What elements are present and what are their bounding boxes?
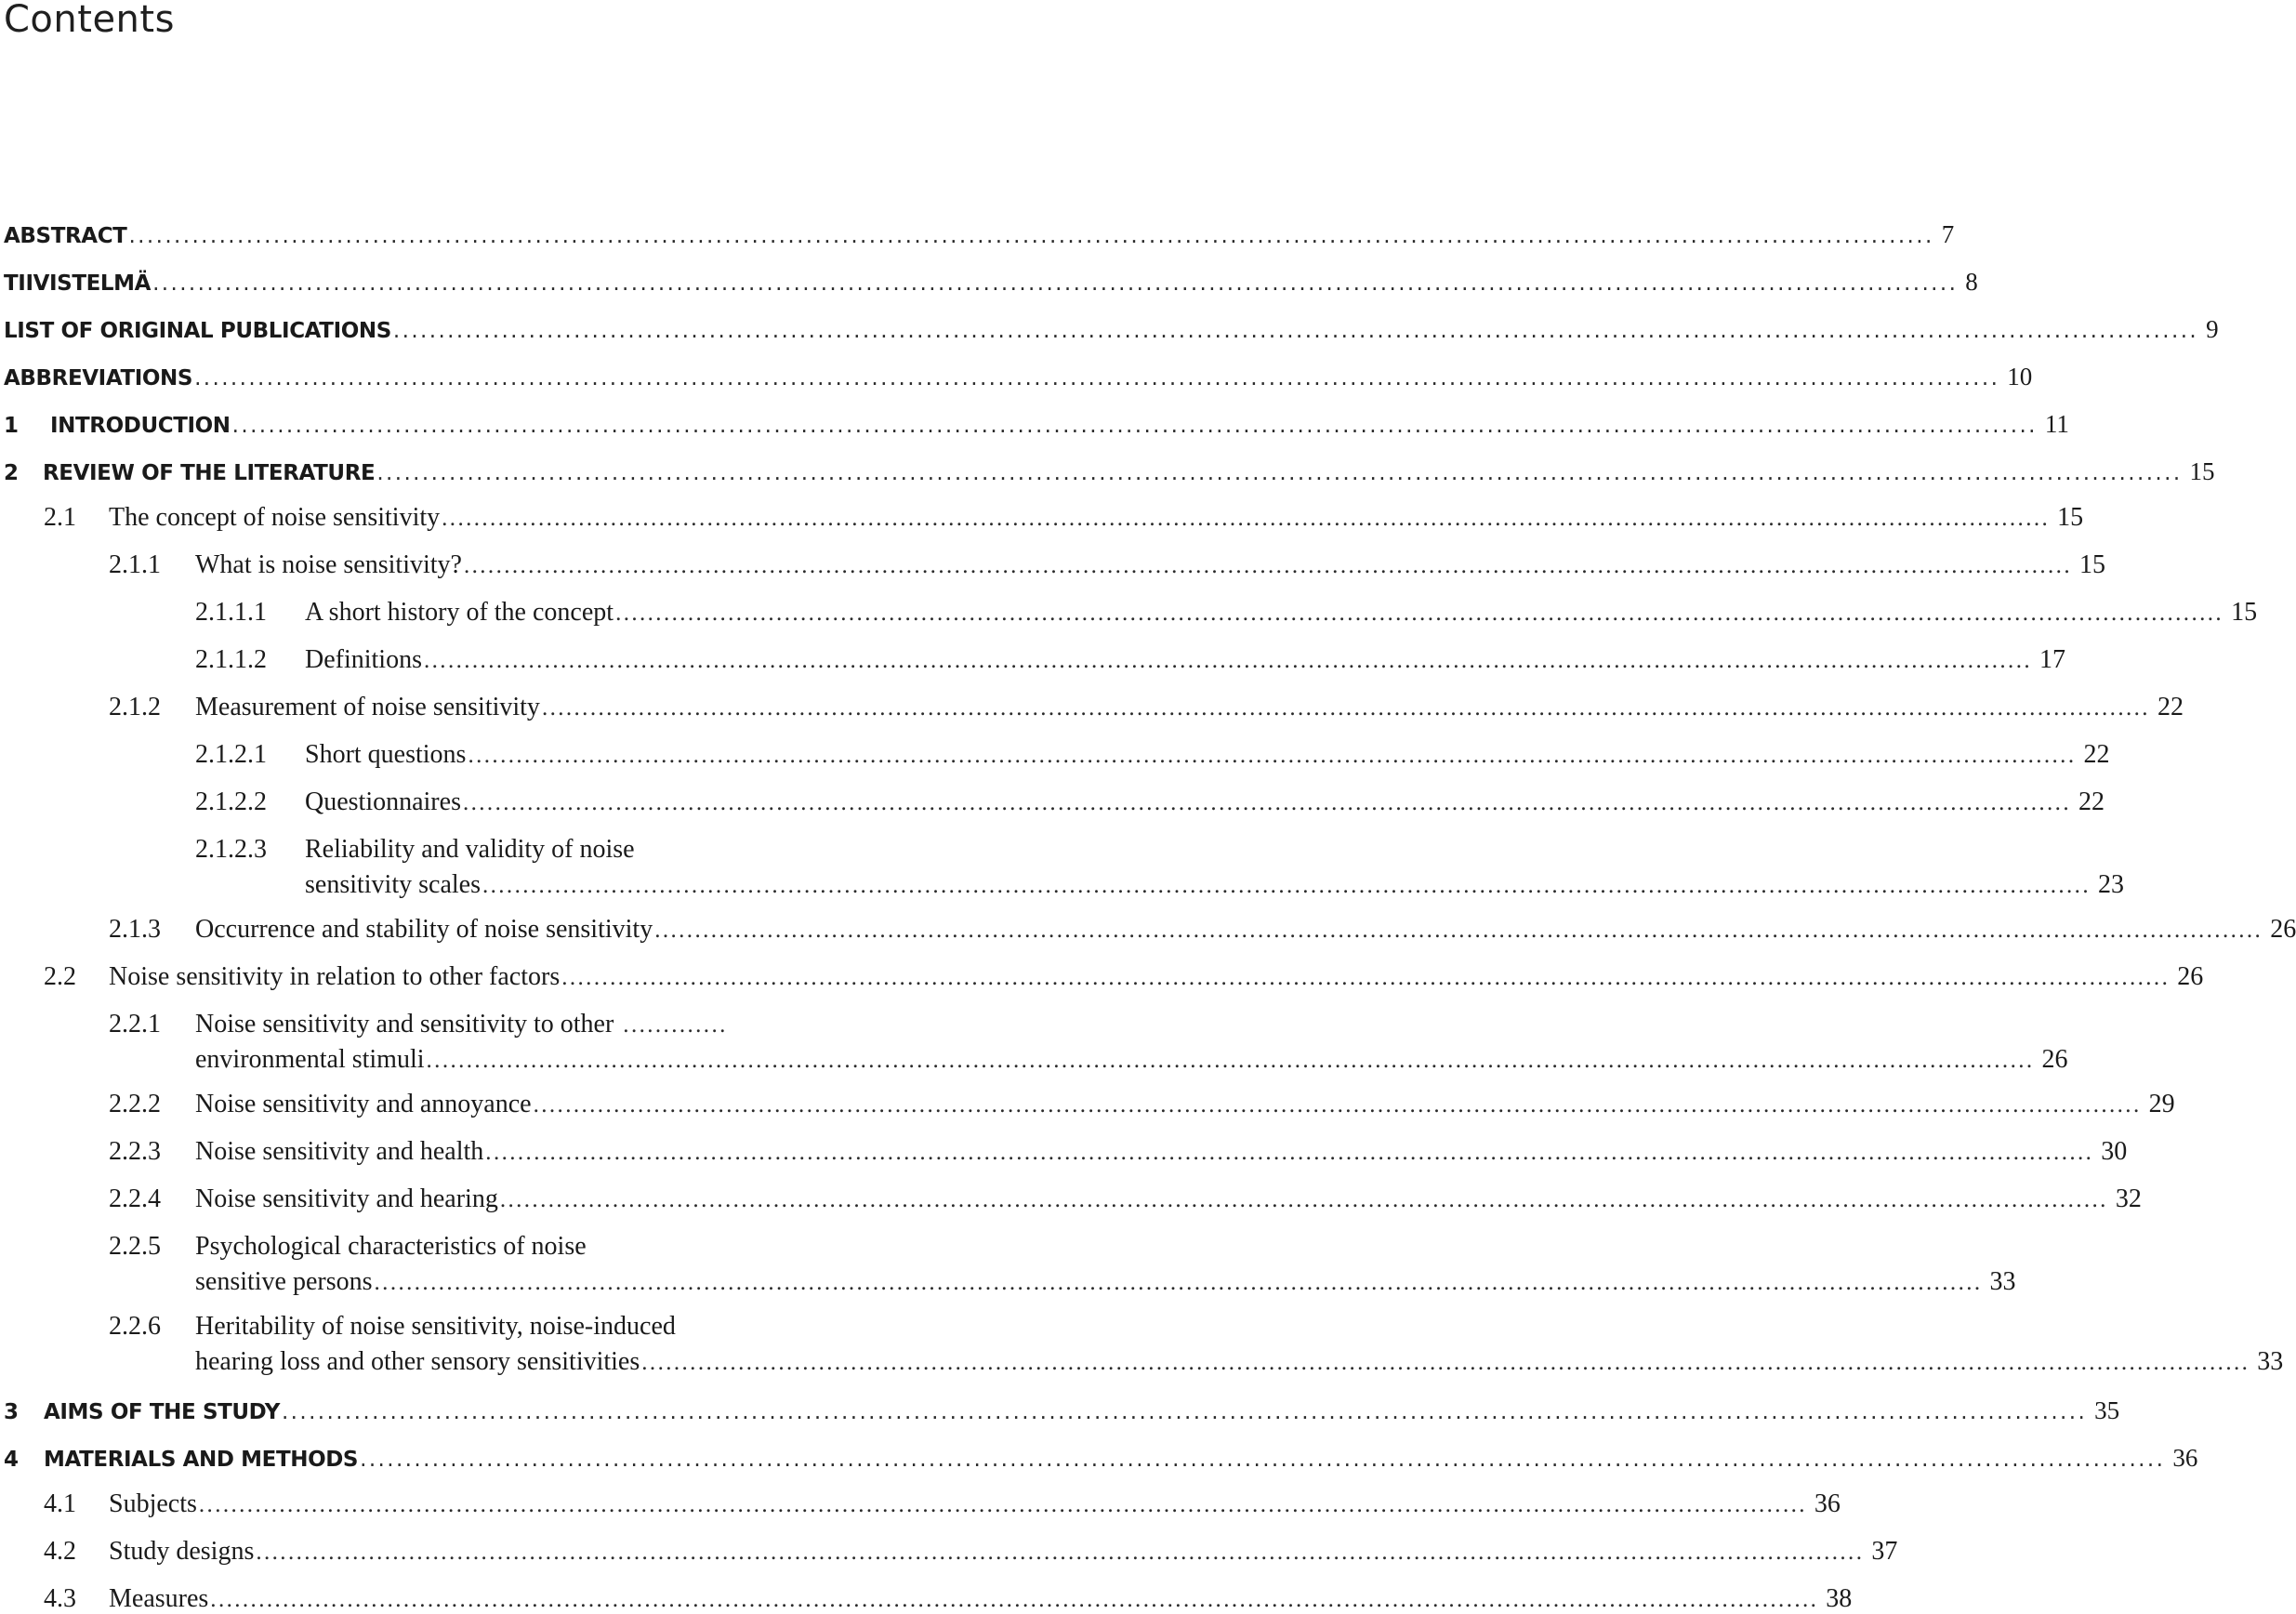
toc-entry-2-1-1-1[interactable] <box>195 598 2258 628</box>
section-number: 2.1.2.3 <box>195 835 267 864</box>
dot-leader: ........................................................................................................................................................................................................ <box>499 1187 2108 1212</box>
toc-entry-section-2[interactable] <box>4 457 2215 486</box>
toc-entry-2-1-1[interactable] <box>109 550 2105 580</box>
dot-leader: ........................................................................................................................................................................................................ <box>426 1048 2035 1073</box>
toc-page-number: 15 <box>2078 550 2105 579</box>
toc-title: Study designs <box>109 1537 255 1566</box>
toc-entry-2-1-2-2[interactable] <box>195 787 2105 817</box>
toc-entry-2-1-1-2[interactable] <box>195 645 2065 675</box>
toc-page-number: 17 <box>2039 645 2065 674</box>
dot-leader: ........................................................................................................................................................................................................ <box>210 1587 1819 1612</box>
section-number: 4.2 <box>44 1537 76 1566</box>
dot-leader: ........................................................................................................................................................................................................ <box>561 965 2171 990</box>
toc-entry-2-1-3[interactable] <box>109 915 2296 945</box>
toc-entry-2-2-3[interactable] <box>109 1137 2128 1167</box>
toc-title: The concept of noise sensitivity <box>109 503 441 532</box>
toc-title-line2: sensitivity scales <box>305 870 481 899</box>
toc-title: REVIEW OF THE LITERATURE <box>43 461 376 485</box>
toc-page-number: 26 <box>2177 962 2204 991</box>
toc-page-number: 8 <box>1965 268 1978 296</box>
toc-title: INTRODUCTION <box>50 414 231 438</box>
dot-leader: ........................................................................................................................................................................................................ <box>463 553 2072 578</box>
section-number: 2.2.6 <box>109 1312 161 1341</box>
toc-page-number: 33 <box>2257 1347 2284 1376</box>
section-number: 2.2.5 <box>109 1232 161 1261</box>
toc-title-line1: Heritability of noise sensitivity, noise-induced <box>195 1312 676 1341</box>
section-number: 2.1.1.2 <box>195 645 267 674</box>
dot-leader: ........................................................................................................................................................................................................ <box>462 790 2071 815</box>
toc-title-line1: Noise sensitivity and sensitivity to other <box>195 1010 614 1039</box>
section-number: 2.1.2.2 <box>195 787 267 816</box>
toc-title-line2: sensitive persons <box>195 1267 373 1296</box>
section-number: 2 <box>4 461 19 485</box>
toc-title: MATERIALS AND METHODS <box>44 1448 359 1472</box>
dot-leader: ........................................................................................................................................................................................................ <box>392 319 2199 343</box>
toc-title: Measurement of noise sensitivity <box>195 693 540 721</box>
dot-leader: ........................................................................................................................................................................................................ <box>424 648 2032 673</box>
toc-title: Short questions <box>305 740 467 769</box>
dot-leader: ........................................................................................................................................................................................................ <box>641 1350 2250 1375</box>
section-number: 4.1 <box>44 1489 76 1518</box>
toc-title: Occurrence and stability of noise sensitivity <box>195 915 653 944</box>
toc-title-line1: Reliability and validity of noise <box>305 835 635 864</box>
section-number: 1 <box>4 414 19 438</box>
dot-leader: ........................................................................................................................................................................................................ <box>468 743 2077 768</box>
toc-page-number: 7 <box>1941 220 1955 248</box>
toc-entry-2-2-2[interactable] <box>109 1090 2175 1119</box>
toc-entry-abstract[interactable] <box>4 220 1955 249</box>
toc-page-number: 15 <box>2057 503 2084 532</box>
toc-title: Noise sensitivity and hearing <box>195 1184 498 1213</box>
toc-page-number: 38 <box>1826 1584 1853 1613</box>
toc-title: ABBREVIATIONS <box>4 366 193 390</box>
toc-entry-original-publications[interactable] <box>4 315 2219 344</box>
dot-leader: ........................................................................................................................................................................................................ <box>256 1540 1865 1565</box>
toc-entry-section-3[interactable] <box>4 1396 2120 1425</box>
dot-leader: ........................................................................................................................................................................................................ <box>128 224 1934 248</box>
section-number: 2.2.3 <box>109 1137 161 1166</box>
toc-page-number: 15 <box>2231 598 2258 627</box>
dot-leader: ........................................................................................................................................................................................................ <box>541 695 2150 721</box>
toc-entry-2-2[interactable] <box>44 962 2204 992</box>
dot-leader: ........................................................................................................................................................................................................ <box>533 1092 2142 1118</box>
dot-leader: ........................................................................................................................................................................................................ <box>198 1492 1807 1517</box>
section-number: 2.1.2 <box>109 693 161 721</box>
toc-title: TIIVISTELMÄ <box>4 271 152 296</box>
toc-page-number: 22 <box>2078 787 2105 816</box>
toc-title: Noise sensitivity and annoyance <box>195 1090 532 1118</box>
toc-title: Subjects <box>109 1489 197 1518</box>
toc-page-number: 29 <box>2148 1090 2175 1118</box>
dot-leader: ........................................................................................................................................................................................................ <box>374 1270 1983 1295</box>
toc-page-number: 26 <box>2270 915 2296 944</box>
toc-title-line1: Psychological characteristics of noise <box>195 1232 587 1261</box>
toc-page-number: 10 <box>2007 363 2033 390</box>
dot-leader: ............. <box>623 1012 728 1038</box>
toc-title-line2: hearing loss and other sensory sensitivities <box>195 1347 640 1376</box>
dot-leader: ........................................................................................................................................................................................................ <box>194 366 2000 390</box>
toc-page-number: 35 <box>2094 1396 2120 1424</box>
dot-leader: ........................................................................................................................................................................................................ <box>376 461 2183 485</box>
dot-leader: ........................................................................................................................................................................................................ <box>615 601 2224 626</box>
section-number: 3 <box>4 1400 19 1424</box>
toc-title: Noise sensitivity and health <box>195 1137 484 1166</box>
toc-page-number: 30 <box>2101 1137 2128 1166</box>
section-number: 2.1.1.1 <box>195 598 267 627</box>
toc-page-number: 32 <box>2115 1184 2142 1213</box>
toc-title: ABSTRACT <box>4 224 127 248</box>
toc-title: Questionnaires <box>305 787 461 816</box>
toc-page-number: 15 <box>2189 457 2215 485</box>
toc-entry-2-2-5[interactable] <box>109 1232 2016 1297</box>
dot-leader: ........................................................................................................................................................................................................ <box>231 414 2038 438</box>
toc-page-number: 36 <box>2172 1444 2198 1472</box>
section-number: 2.1.3 <box>109 915 161 944</box>
toc-title: What is noise sensitivity? <box>195 550 462 579</box>
toc-entry-2-1-2-3[interactable] <box>195 835 2124 900</box>
toc-entry-2-1-2-1[interactable] <box>195 740 2110 770</box>
section-number: 2.2 <box>44 962 76 991</box>
toc-entry-abbreviations[interactable] <box>4 363 2033 391</box>
dot-leader: ........................................................................................................................................................................................................ <box>485 1140 2094 1165</box>
section-number: 4 <box>4 1448 19 1472</box>
toc-entry-section-1[interactable] <box>4 410 2069 439</box>
toc-page-number: 33 <box>1989 1267 2016 1296</box>
toc-title: A short history of the concept <box>305 598 614 627</box>
toc-entry-4-1[interactable] <box>44 1489 1841 1519</box>
section-number: 2.1.2.1 <box>195 740 267 769</box>
dot-leader: ........................................................................................................................................................................................................ <box>482 873 2091 898</box>
toc-page-number: 22 <box>2157 693 2184 721</box>
section-number: 2.1 <box>44 503 76 532</box>
section-number: 2.2.2 <box>109 1090 161 1118</box>
dot-leader: ........................................................................................................................................................................................................ <box>442 506 2051 531</box>
section-number: 4.3 <box>44 1584 76 1613</box>
toc-page-number: 22 <box>2083 740 2110 769</box>
toc-title: Definitions <box>305 645 422 674</box>
toc-entry-2-1-2[interactable] <box>109 693 2184 722</box>
section-number: 2.1.1 <box>109 550 161 579</box>
toc-entry-section-4[interactable] <box>4 1444 2198 1473</box>
toc-title: LIST OF ORIGINAL PUBLICATIONS <box>4 319 391 343</box>
dot-leader: ........................................................................................................................................................................................................ <box>654 918 2263 943</box>
dot-leader: ........................................................................................................................................................................................................ <box>281 1400 2088 1424</box>
toc-page-number: 9 <box>2206 315 2219 343</box>
toc-title: AIMS OF THE STUDY <box>44 1400 280 1424</box>
toc-page-number: 11 <box>2044 410 2069 438</box>
toc-title: Measures <box>109 1584 209 1613</box>
toc-page-number: 23 <box>2097 870 2124 899</box>
toc-page-number: 37 <box>1871 1537 1898 1566</box>
toc-entry-2-2-6[interactable] <box>109 1312 2284 1377</box>
toc-entry-2-1[interactable] <box>44 503 2084 533</box>
dot-leader: ........................................................................................................................................................................................................ <box>360 1448 2166 1472</box>
toc-page-number: 26 <box>2041 1045 2068 1074</box>
toc-entry-4-3[interactable] <box>44 1584 1853 1614</box>
toc-entry-4-2[interactable] <box>44 1537 1898 1567</box>
toc-entry-2-2-4[interactable] <box>109 1184 2142 1214</box>
toc-page-number: 36 <box>1814 1489 1841 1518</box>
toc-title: Noise sensitivity in relation to other factors <box>109 962 561 991</box>
toc-title-line2: environmental stimuli <box>195 1045 425 1074</box>
section-number: 2.2.1 <box>109 1010 161 1039</box>
dot-leader: ........................................................................................................................................................................................................ <box>152 271 1959 296</box>
page-title: Contents <box>4 0 175 41</box>
toc-entry-2-2-1[interactable] <box>109 1010 2068 1075</box>
toc-entry-tiivistelma[interactable] <box>4 268 1978 297</box>
section-number: 2.2.4 <box>109 1184 161 1213</box>
